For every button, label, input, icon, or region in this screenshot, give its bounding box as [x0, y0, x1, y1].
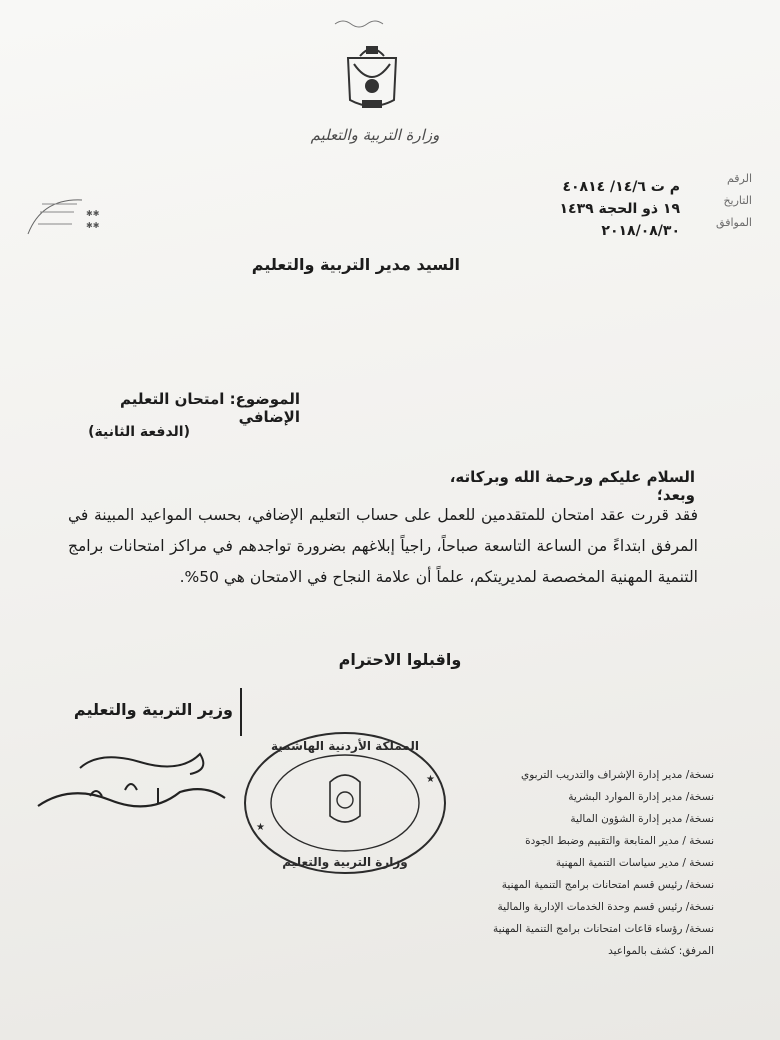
header-ornament — [330, 14, 390, 30]
coat-of-arms-emblem — [340, 38, 404, 116]
number-label: الرقم — [726, 172, 752, 185]
attachment-line: المرفق: كشف بالمواعيد — [608, 945, 714, 957]
divider — [240, 688, 242, 736]
corresponding-label: الموافق — [716, 216, 752, 229]
closing-line: واقبلوا الاحترام — [338, 650, 462, 669]
copy-line: نسخة/ مدير إدارة الموارد البشرية — [568, 791, 714, 803]
handwritten-signature — [30, 740, 240, 820]
date-label: التاريخ — [723, 194, 752, 207]
svg-text:★: ★ — [426, 774, 435, 785]
ministry-name-script: وزارة التربية والتعليم — [310, 126, 440, 144]
hijri-date: ١٩ ذو الحجة ١٤٣٩ — [559, 201, 680, 217]
svg-text:✱✱: ✱✱ — [86, 209, 100, 218]
svg-text:★: ★ — [256, 822, 265, 833]
copy-line: نسخة / مدير المتابعة والتقييم وضبط الجودة — [525, 835, 714, 847]
copies-list — [468, 764, 714, 962]
copy-line: نسخة/ مدير إدارة الشؤون المالية — [570, 813, 714, 825]
copy-line: نسخة / مدير سياسات التنمية المهنية — [555, 857, 714, 869]
copy-line: نسخة/ رئيس قسم وحدة الخدمات الإدارية والمالية — [497, 901, 714, 913]
reference-labels — [672, 168, 752, 234]
copy-line: نسخة/ رؤساء قاعات امتحانات برامج التنمية المهنية — [493, 923, 714, 935]
greeting: السلام عليكم ورحمة الله وبركاته، وبعد؛ — [449, 468, 695, 504]
reference-values — [530, 176, 680, 242]
stamp-bottom-text: وزارة التربية والتعليم — [282, 855, 408, 869]
certification-mark — [22, 194, 102, 242]
subject-line: الموضوع: امتحان التعليم الإضافي — [120, 390, 300, 426]
signatory-title: وزير التربية والتعليم — [73, 700, 233, 719]
copy-line: نسخة/ مدير إدارة الإشراف والتدريب التربوي — [521, 769, 714, 781]
letter-body: فقد قررت عقد امتحان للمتقدمين للعمل على حساب التعليم الإضافي، بحسب المواعيد المبينة في المرفق ابتداءً من الساعة التاسعة صباحاً، راجياً إبلاغهم بضرورة تواجدهم في مراكز امتحانات برامج التنمية المهنية المخصصة لمديريتكم، علماً أن علامة النجاح في الامتحان هي 50%. — [68, 506, 698, 586]
stamp-top-text: المملكة الأردنية الهاشمية — [270, 739, 420, 753]
reference-number: م ت ١٤/٦/ ٤٠٨١٤ — [562, 179, 680, 195]
batch-label: (الدفعة الثانية) — [88, 424, 190, 440]
svg-text:✱✱: ✱✱ — [86, 221, 100, 230]
copy-line: نسخة/ رئيس قسم امتحانات برامج التنمية المهنية — [501, 879, 714, 891]
addressee: السيد مدير التربية والتعليم — [251, 255, 460, 274]
official-stamp — [242, 730, 448, 876]
gregorian-date: ٢٠١٨/٠٨/٣٠ — [601, 223, 680, 239]
